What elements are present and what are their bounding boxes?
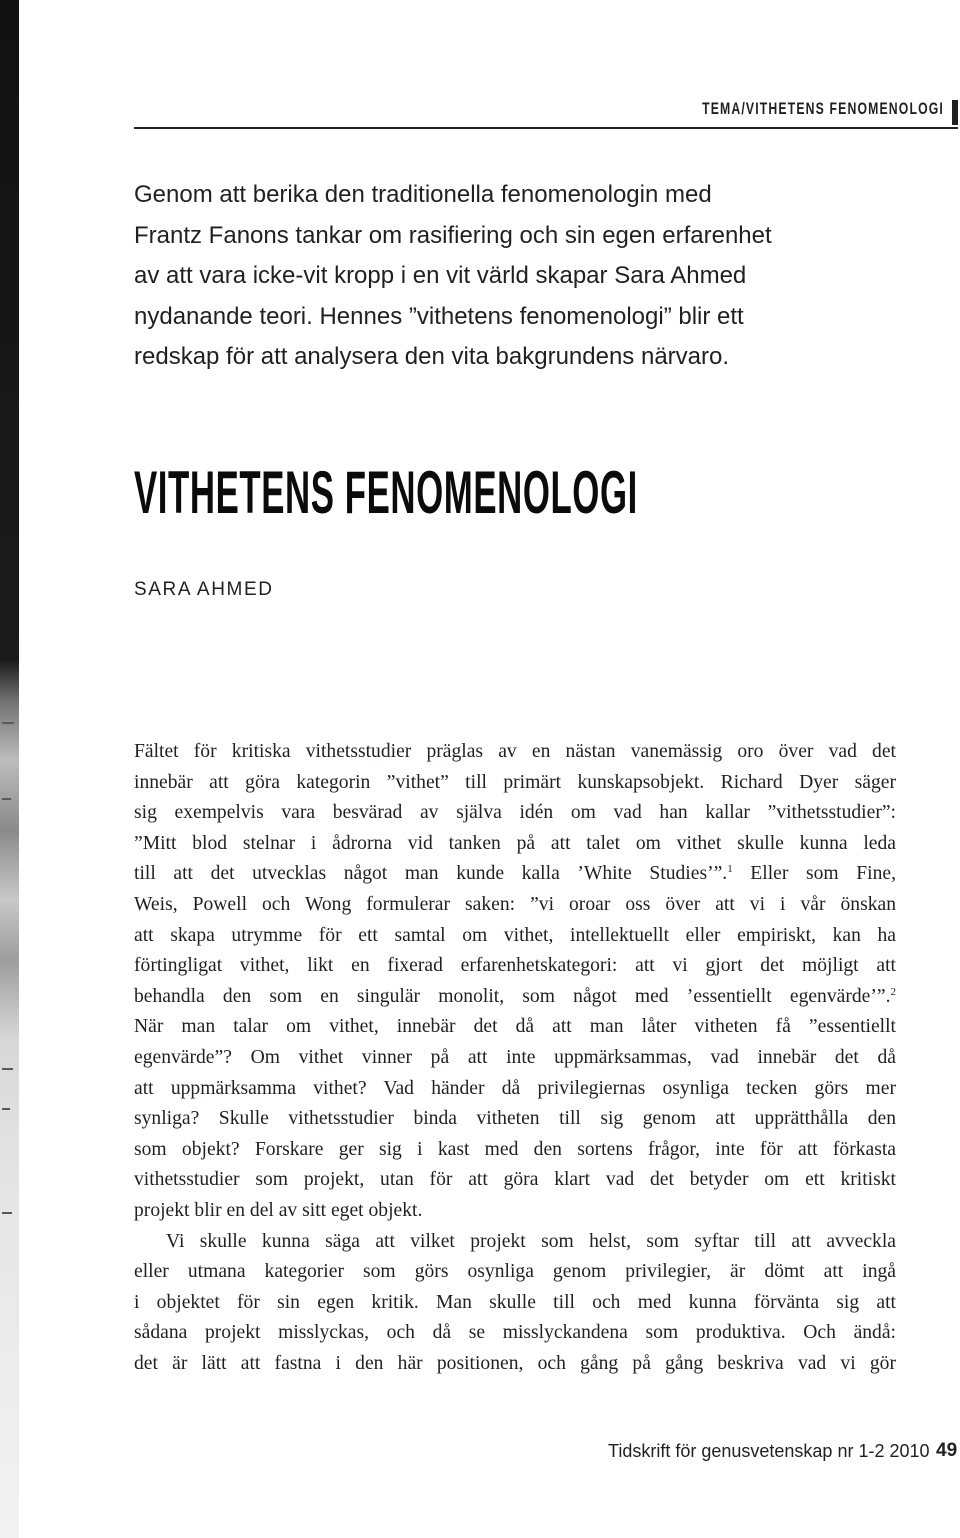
running-head-bar [952, 100, 958, 125]
body-text-segment: behandla den som en singulär monolit, som något med ’essentiellt egenvärde’”. [134, 985, 891, 1007]
running-head: TEMA/VITHETENS FENOMENOLOGI [702, 99, 944, 118]
body-line: När man talar om vithet, innebär det då att man låter vitheten få ”essentiellt [134, 1016, 896, 1038]
body-line: i objektet för sin egen kritik. Man skulle till och med kunna förvänta sig att [134, 1291, 896, 1313]
body-line [134, 982, 896, 1013]
scan-edge-shadow [0, 0, 19, 1538]
page-number: 49 [936, 1440, 958, 1461]
lede-paragraph [134, 175, 894, 378]
body-line: eller utmana kategorier som görs osynliga genom privilegier, är dömt att ingå [134, 1261, 896, 1283]
body-text-segment: till att det utvecklas något man kunde kalla ’White Studies’”. [134, 863, 728, 885]
lede-line: redskap för att analysera den vita bakgrundens närvaro. [134, 343, 730, 370]
footnote-marker: 1 [727, 863, 733, 876]
lede-line: Frantz Fanons tankar om rasifiering och sin egen erfarenhet [134, 221, 772, 249]
body-line: förtingligat vithet, likt en fixerad erfarenhetskategori: att vi gjort det möjligt att [134, 955, 896, 977]
lede-line: nydanande teori. Hennes ”vithetens fenomenologi” blir ett [134, 302, 744, 330]
body-line: vithetsstudier som projekt, utan för att göra klart vad det betyder om ett kritiskt [134, 1169, 896, 1191]
footnote-marker: 2 [890, 985, 896, 998]
body-line: att uppmärksamma vithet? Vad händer då privilegiernas osynliga tecken görs mer [134, 1077, 896, 1099]
body-line: synliga? Skulle vithetsstudier binda vitheten till sig genom att upprätthålla den [134, 1108, 896, 1130]
body-line: ”Mitt blod stelnar i ådrorna vid tanken på att talet om vithet skulle kunna leda [134, 832, 896, 854]
article-body [134, 737, 896, 1379]
body-line: som objekt? Forskare ger sig i kast med den sortens frågor, inte för att förkasta [134, 1138, 896, 1160]
body-line: att skapa utrymme för ett samtal om vithet, intellektuellt eller empiriskt, kan ha [134, 924, 896, 946]
body-line [134, 859, 896, 890]
body-line: Weis, Powell och Wong formulerar saken: ”vi oroar oss över att vi i vår önskan [134, 893, 896, 915]
body-line: sig exempelvis vara besvärad av själva idén om vad han kallar ”vithetsstudier”: [134, 802, 896, 824]
lede-line: Genom att berika den traditionella fenomenologin med [134, 181, 712, 208]
header-rule [134, 127, 958, 129]
body-line: sådana projekt misslyckas, och då se misslyckandena som produktiva. Och ändå: [134, 1322, 896, 1344]
author-name: SARA AHMED [134, 579, 274, 600]
article-title: VITHETENS FENOMENOLOGI [134, 459, 638, 526]
body-text-segment: Eller som Fine, [732, 863, 896, 885]
body-line: projekt blir en del av sitt eget objekt. [134, 1199, 423, 1221]
lede-line: av att vara icke-vit kropp i en vit värld skapar Sara Ahmed [134, 262, 747, 289]
body-line: det är lätt att fastna i den här positionen, och gång på gång beskriva vad vi gör [134, 1352, 896, 1374]
journal-footer: Tidskrift för genusvetenskap nr 1-2 2010 [608, 1441, 930, 1461]
body-line: Vi skulle kunna säga att vilket projekt som helst, som syftar till att avveckla [166, 1230, 896, 1252]
body-line: innebär att göra kategorin ”vithet” till primärt kunskapsobjekt. Richard Dyer säger [134, 771, 896, 793]
body-line: egenvärde”? Om vithet vinner på att inte uppmärksammas, vad innebär det då [134, 1046, 896, 1068]
body-line: Fältet för kritiska vithetsstudier präglas av en nästan vanemässig oro över vad det [134, 741, 896, 762]
